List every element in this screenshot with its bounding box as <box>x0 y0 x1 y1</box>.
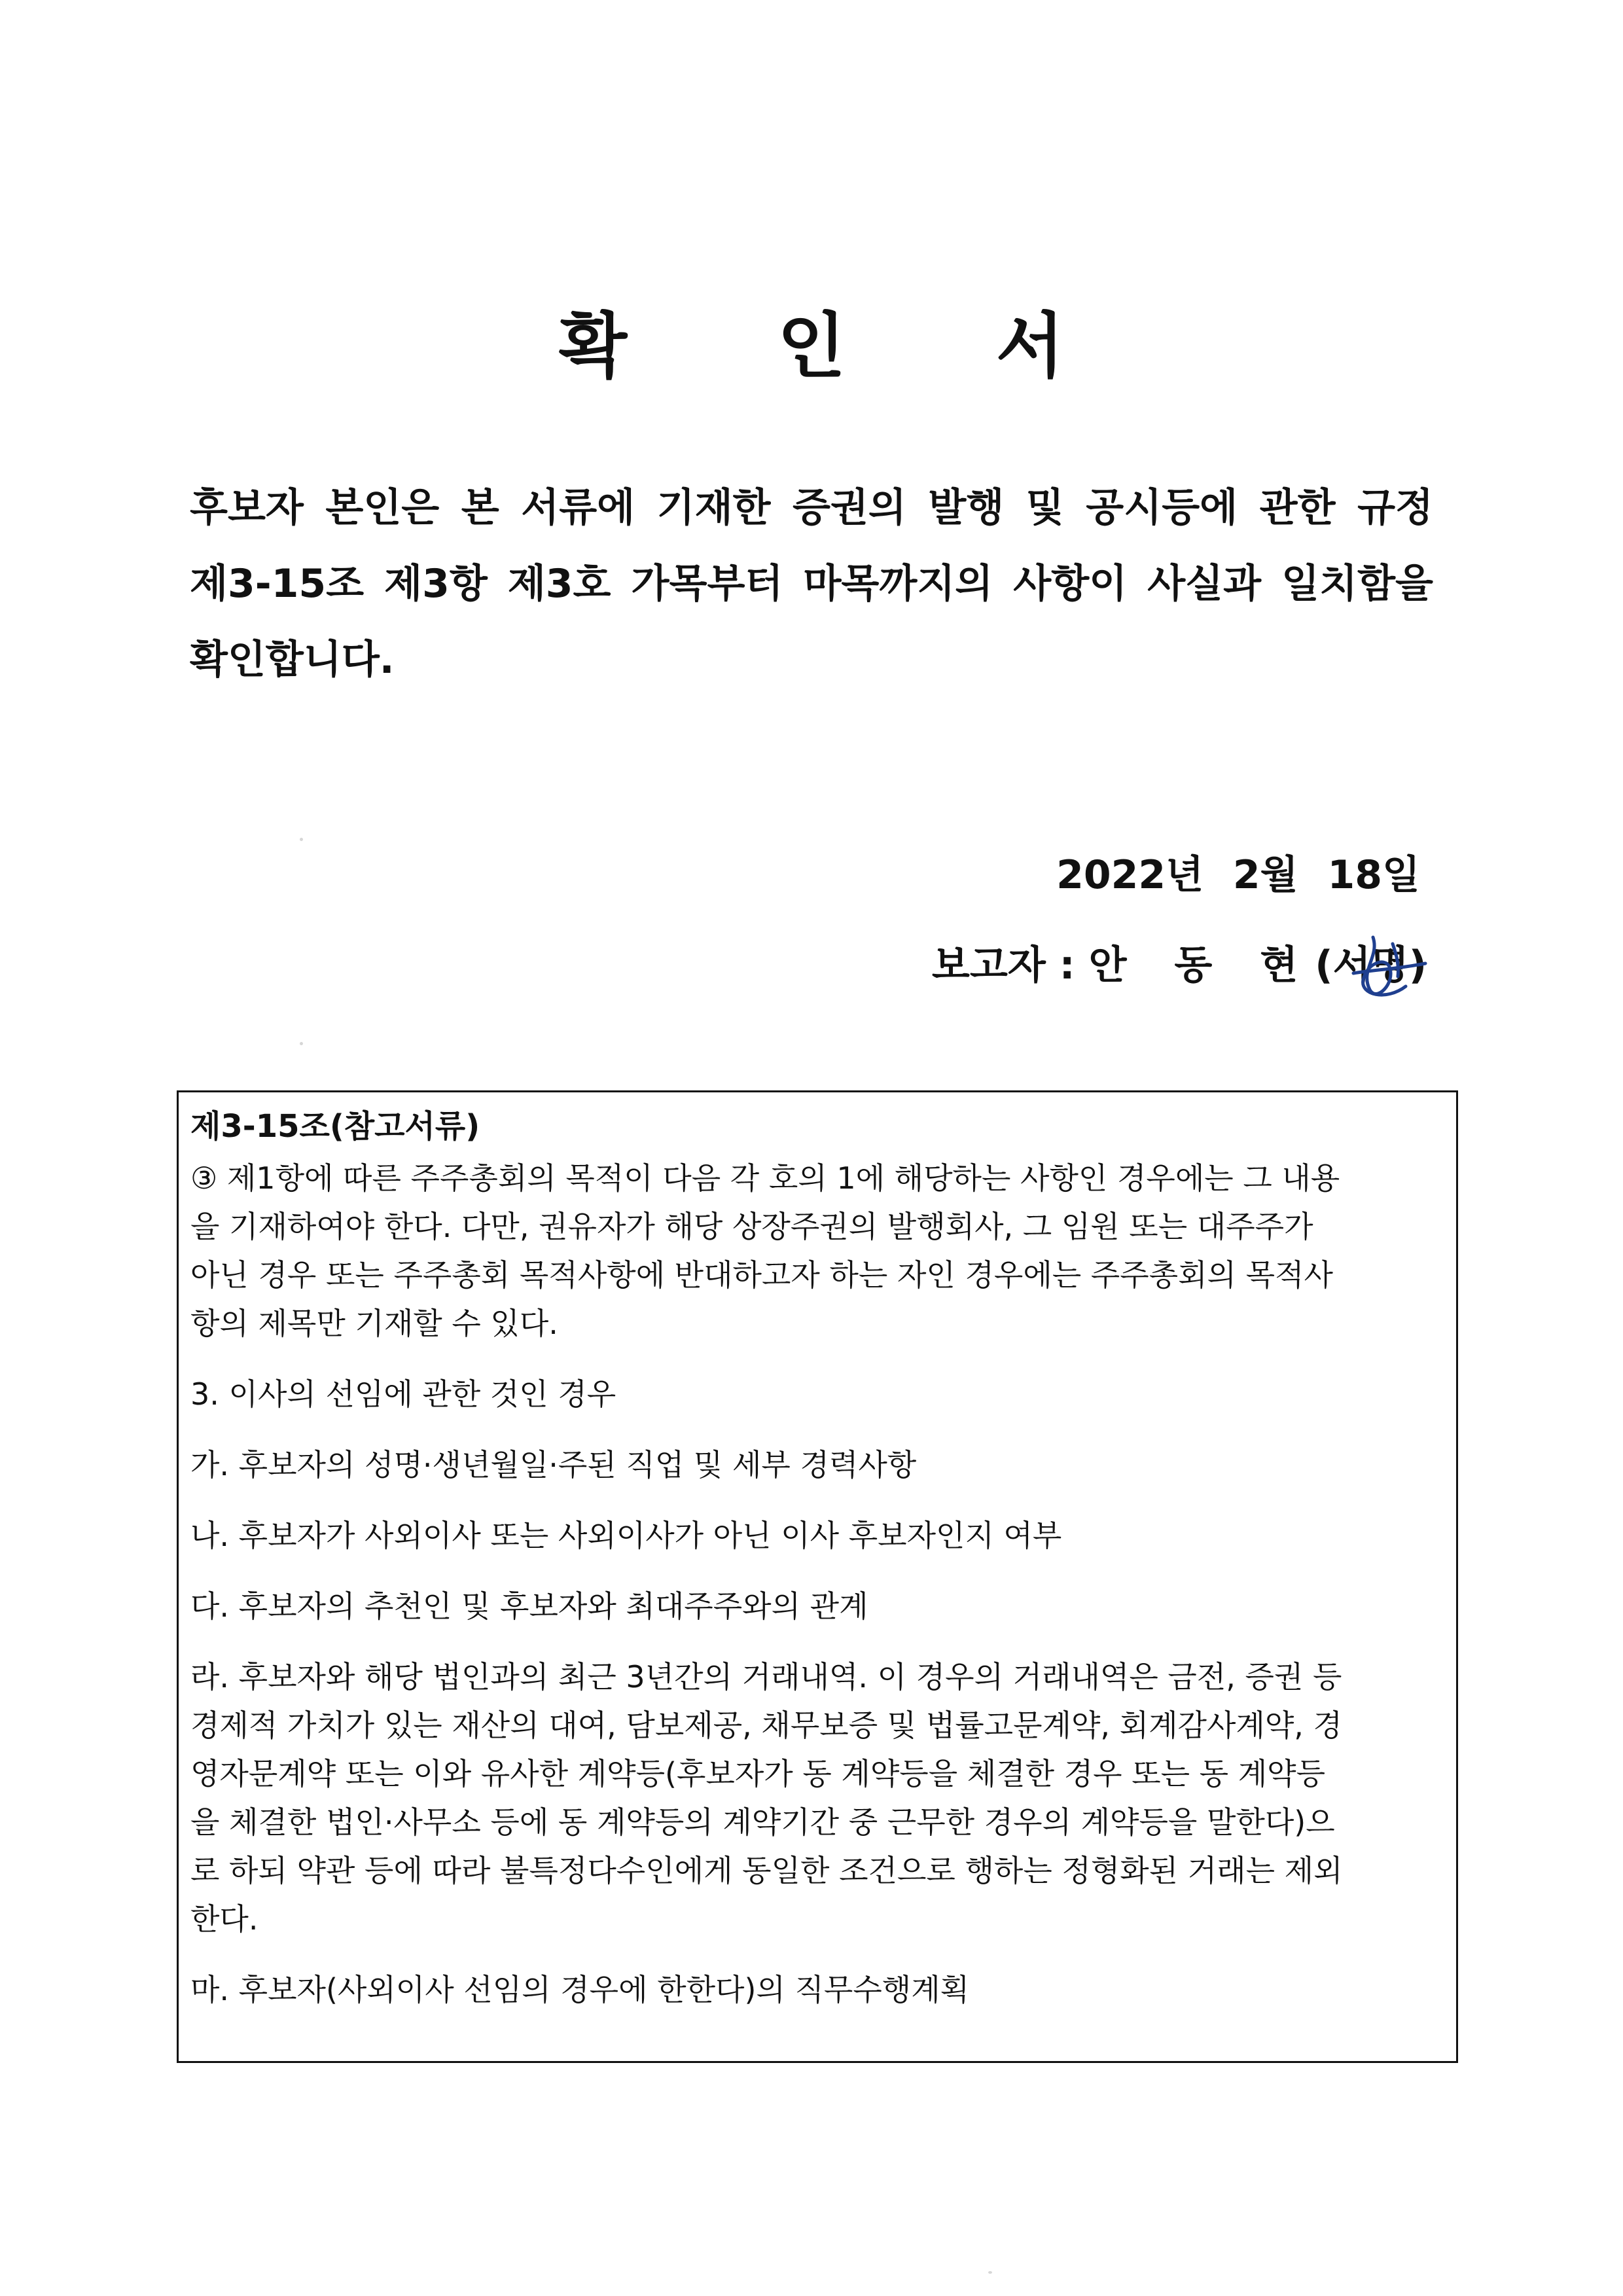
paragraph-line: 항의 제목만 기재할 수 있다. <box>190 1306 558 1341</box>
paragraph-line: ③ 제1항에 따른 주주총회의 목적이 다음 각 호의 1에 해당하는 사항인 경우에는 그 내용 <box>190 1160 1340 1196</box>
scan-speck <box>300 838 303 841</box>
item-da: 다. 후보자의 추천인 및 후보자와 최대주주와의 관계 <box>190 1588 868 1624</box>
paragraph-line: 아닌 경우 또는 주주총회 목적사항에 반대하고자 하는 자인 경우에는 주주총회의 목적사 <box>190 1257 1333 1293</box>
paragraph-line: 한다. <box>190 1901 259 1937</box>
statement-line: 후보자 본인은 본 서류에 기재한 증권의 발행 및 공시등에 관한 규정 <box>190 485 1433 531</box>
paragraph-line: 영자문계약 또는 이와 유사한 계약등(후보자가 동 계약등을 체결한 경우 또는 동 계약등 <box>190 1756 1326 1791</box>
item-ga: 가. 후보자의 성명·생년월일·주된 직업 및 세부 경력사항 <box>190 1447 917 1482</box>
item-na: 나. 후보자가 사외이사 또는 사외이사가 아닌 이사 후보자인지 여부 <box>190 1518 1062 1553</box>
regulation-heading: 제3-15조(참고서류) <box>190 1108 480 1145</box>
handwritten-signature <box>1334 918 1432 1016</box>
item-ra <box>190 1653 1439 1943</box>
item-ma: 마. 후보자(사외이사 선임의 경우에 한한다)의 직무수행계획 <box>190 1972 970 2007</box>
document-title: 확 인 서 <box>558 306 1128 387</box>
confirmation-statement <box>190 470 1433 698</box>
signature-label: (서명) <box>1315 942 1427 988</box>
reporter-label: 보고자 : <box>931 942 1089 988</box>
paragraph-line: 로 하되 약관 등에 따라 불특정다수인에게 동일한 조건으로 행하는 정형화된 거래는 제외 <box>190 1853 1343 1888</box>
paragraph-line: 을 체결한 법인·사무소 등에 동 계약등의 계약기간 중 근무한 경우의 계약등을 말한다)으 <box>190 1804 1335 1840</box>
paragraph-3 <box>190 1154 1439 1348</box>
reference-regulation-box <box>177 1090 1458 2063</box>
reporter-name: 안 동 현 <box>1088 942 1315 988</box>
paragraph-line: 라. 후보자와 해당 법인과의 최근 3년간의 거래내역. 이 경우의 거래내역은 금전, 증권 등 <box>190 1659 1342 1695</box>
paragraph-line: 경제적 가치가 있는 재산의 대여, 담보제공, 채무보증 및 법률고문계약, 회계감사계약, 경 <box>190 1708 1342 1743</box>
statement-line: 제3-15조 제3항 제3호 가목부터 마목까지의 사항이 사실과 일치함을 <box>190 561 1433 607</box>
document-date: 2022년 2월 18일 <box>1056 852 1420 898</box>
item-3: 3. 이사의 선임에 관한 것인 경우 <box>190 1376 616 1412</box>
statement-line: 확인합니다. <box>190 637 395 683</box>
scan-speck <box>300 1042 303 1045</box>
paragraph-line: 을 기재하여야 한다. 다만, 권유자가 해당 상장주권의 발행회사, 그 임원 또는 대주주가 <box>190 1209 1313 1244</box>
scan-speck <box>988 2271 992 2274</box>
